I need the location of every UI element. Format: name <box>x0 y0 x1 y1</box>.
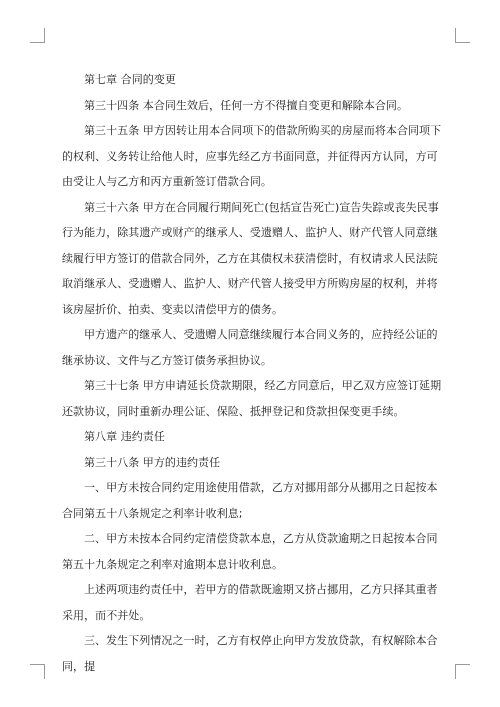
crop-mark-top-right <box>455 28 470 43</box>
article-38-title: 第三十八条 甲方的违约责任 <box>84 455 221 469</box>
document-body <box>62 67 446 679</box>
article-37: 第三十七条 甲方申请延长贷款期限，经乙方同意后，甲乙双方应签订延期还款协议，同时重新办理公证、保险、抵押登记和贷款担保变更手续。 <box>62 379 442 418</box>
article-38-clause-1: 一、甲方未按合同约定用途使用借款，乙方对挪用部分从挪用之日起按本合同第五十八条规定之利率计收利息; <box>62 481 438 520</box>
crop-mark-top-left <box>30 28 45 43</box>
chapter-heading-7: 第七章 合同的变更 <box>84 73 176 86</box>
crop-mark-bottom-right <box>455 664 470 679</box>
crop-mark-bottom-left <box>30 664 45 679</box>
chapter-heading-8: 第八章 违约责任 <box>84 430 165 443</box>
article-36-continuation: 甲方遗产的继承人、受遗赠人同意继续履行本合同义务的，应持经公证的继承协议、文件与乙方签订债务承担协议。 <box>62 328 438 367</box>
article-36: 第三十六条 甲方在合同履行期间死亡(包括宣告死亡)宣告失踪或丧失民事行为能力，除其遗产或财产的继承人、受遗赠人、监护人、财产代管人同意继续履行甲方签订的借款合同外，乙方在其债权未获清偿时，有权请求人民法院取消继承人、受遗赠人、监护人、财产代管人接受甲方所购房屋的权利，并将该房屋折价、拍卖、变卖以清偿甲方的债务。 <box>62 200 439 316</box>
article-35: 第三十五条 甲方因转让用本合同项下的借款所购买的房屋而将本合同项下的权利、义务转让给他人时，应事先经乙方书面同意，并征得丙方认同，方可由受让人与乙方和丙方重新签订借款合同。 <box>62 124 442 188</box>
article-38-note: 上述两项违约责任中，若甲方的借款既逾期又挤占挪用，乙方只择其重者采用，而不并处。 <box>62 583 438 622</box>
article-34: 第三十四条 本合同生效后，任何一方不得擅自变更和解除本合同。 <box>84 98 408 112</box>
article-38-clause-3: 三、发生下列情况之一时，乙方有权停止向甲方发放贷款，有权解除本合同，提 <box>62 634 438 673</box>
article-38-clause-2: 二、甲方未按本合同约定清偿贷款本息，乙方从贷款逾期之日起按本合同第五十九条规定之利率对逾期本息计收利息。 <box>62 532 438 571</box>
